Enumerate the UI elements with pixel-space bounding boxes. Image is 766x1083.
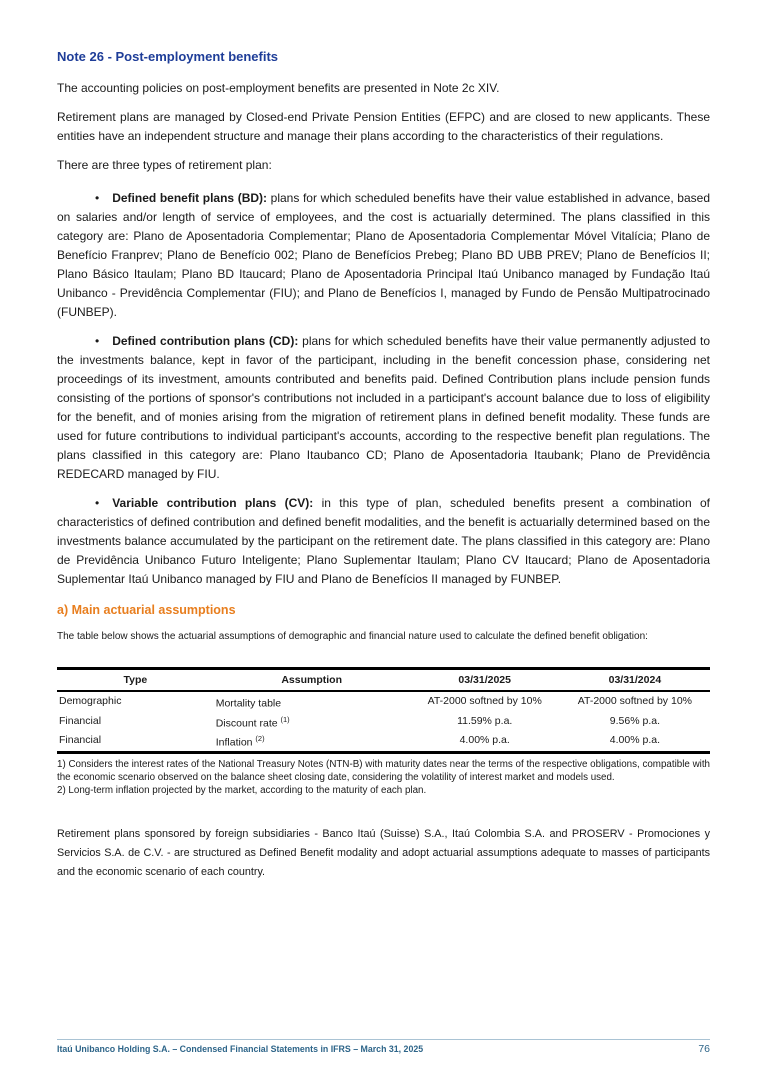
bullet-defined-benefit-lead: Defined benefit plans (BD): [112,191,268,205]
cell-type: Demographic [59,695,122,707]
page-number: 76 [698,1043,710,1055]
bullet-dot-icon [95,496,112,510]
paragraph-foreign-subsidiaries: Retirement plans sponsored by foreign subsidiaries - Banco Itaú (Suisse) S.A., Itaú Colombia S.A. and PROSERV - Promociones y Servicios S.A. de C.V. - are structured as Defined Benefit modality and adopt actuarial assumptions adequate to masses of participants and the economic scenario of each country. [57,827,710,878]
bullet-variable-contribution-lead: Variable contribution plans (CV): [112,496,314,510]
footnote-ref: (2) [255,734,265,743]
bullet-variable-contribution-text: in this type of plan, scheduled benefits present a combination of characteristics of defined contribution and defined benefit modalities, and the benefit is actuarially determined based on the investments balance accumulated by the participant on the retirement date. The plans classified in this category are: Plano de Previdência Unibanco Futuro Inteligente; Plano Suplementar Itaulam; Plano CV Itaucard; Plano de Aposentadoria Suplementar Itaú Unibanco managed by FIU and Plano de Benefícios II managed by FUNBEP. [57,496,710,586]
cell-value-2024: 4.00% p.a. [609,734,660,746]
cell-assumption [214,691,410,712]
bullet-dot-icon [95,191,112,205]
paragraph-accounting-policies: The accounting policies on post-employment benefits are presented in Note 2c XIV. [57,81,500,95]
assumption-label: Mortality table [215,697,282,710]
cell-value-2025: 4.00% p.a. [459,734,510,746]
section-heading-main-actuarial-assumptions: a) Main actuarial assumptions [57,603,236,617]
column-header-03-31-2024: 03/31/2024 [560,669,710,692]
bullet-defined-benefit-text: plans for which scheduled benefits have their value established in advance, based on salaries and/or length of service of employees, and the cost is actuarially determined. The plans classified in this category are: Plano de Aposentadoria Complementar; Plano de Aposentadoria Complementar Móvel Vitalícia; Plano de Benefício Franprev; Plano de Benefício 002; Plano de Benefícios Prebeg; Plano BD UBB PREV; Plano de Benefícios II; Plano Básico Itaulam; Plano BD Itaucard; Plano de Aposentadoria Principal Itaú Unibanco managed by Fundação Itaú Unibanco - Previdência Complementar (FIU); and Plano de Benefícios I, managed by Fundo de Pensão Multipatrocinado (FUNBEP). [57,191,710,319]
cell-assumption [214,731,410,752]
cell-type: Financial [59,714,102,727]
page-footer [57,1039,710,1055]
table-row [57,731,710,752]
column-header-03-31-2025: 03/31/2025 [410,669,560,692]
footnote-2: 2) Long-term inflation projected by the market, according to the maturity of each plan. [57,784,427,796]
note-content [57,49,710,892]
bullet-defined-contribution-text: plans for which scheduled benefits have their value permanently adjusted to the investments balance, kept in favor of the participant, including in the benefit concession phase, considering net proceedings of its investment, amounts contributed and benefits paid. Defined Contribution plans include pension funds consisting of the portions of sponsor's contributions not included in a participant's account balance due to loss of eligibility for the benefit, and of monies arising from the migration of retirement plans in defined benefit modality. These funds are used for future contributions to individual participant's accounts, according to the respective benefit plan regulations. The plans classified in this category are: Plano Itaubanco CD; Plano de Aposentadoria Itaubank; Plano de Previdência REDECARD managed by FIU. [57,334,711,481]
bullet-defined-benefit [57,189,710,322]
note-title: Note 26 - Post-employment benefits [57,49,279,64]
assumption-label: Inflation [215,736,253,749]
table-footnotes [57,758,710,797]
bullet-dot-icon [95,334,112,348]
column-header-type: Type [57,669,214,692]
table-row [57,691,710,712]
bullet-defined-contribution [57,332,710,484]
cell-value-2025: AT-2000 softned by 10% [427,695,542,707]
cell-type: Financial [59,734,102,746]
table-header-row [57,669,710,692]
actuarial-assumptions-table [57,667,710,754]
paragraph-retirement-plans: Retirement plans are managed by Closed-end Private Pension Entities (EFPC) and are closed to new applicants. These entities have an independent structure and manage their plans according to the characteristics of their regulations. [57,110,710,143]
cell-value-2025: 11.59% p.a. [457,714,513,727]
footer-document-title: Itaú Unibanco Holding S.A. – Condensed Financial Statements in IFRS – March 31, 2025 [57,1044,424,1054]
bullet-defined-contribution-lead: Defined contribution plans (CD): [112,334,299,348]
paragraph-three-types: There are three types of retirement plan: [57,158,272,172]
cell-assumption [214,712,410,732]
cell-value-2024: AT-2000 softned by 10% [577,695,692,707]
footnote-1: 1) Considers the interest rates of the National Treasury Notes (NTN-B) with maturity dates near the terms of the respective obligations, compatible with the economic scenario observed on the balance sheet closing date, considering the volatility of interest market and models used. [57,758,710,783]
cell-value-2024: 9.56% p.a. [609,714,660,727]
assumption-label: Discount rate [215,717,278,729]
footnote-ref: (1) [280,714,290,724]
bullet-variable-contribution [57,494,710,589]
table-row [57,712,710,732]
column-header-assumption: Assumption [214,669,410,692]
table-intro-text: The table below shows the actuarial assumptions of demographic and financial nature used to calculate the defined benefit obligation: [57,631,648,642]
